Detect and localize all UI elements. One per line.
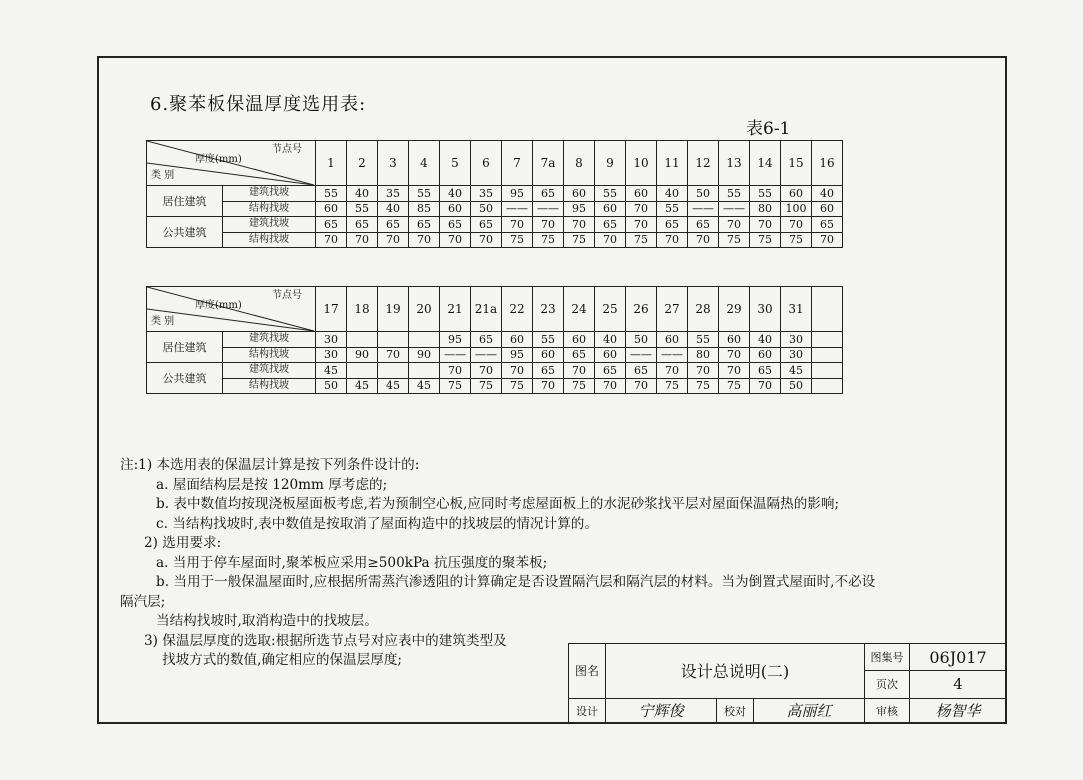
thickness-value: 75 — [781, 232, 812, 248]
thickness-value — [812, 378, 843, 394]
note-line: a. 屋面结构层是按 120mm 厚考虑的; — [156, 476, 388, 493]
node-number: 16 — [812, 141, 843, 186]
slope-method: 建筑找坡 — [223, 363, 316, 379]
thickness-value: —— — [533, 201, 564, 217]
thickness-value: 60 — [440, 201, 471, 217]
thickness-value — [409, 332, 440, 348]
thickness-value: 75 — [626, 232, 657, 248]
thickness-value: 70 — [595, 232, 626, 248]
thickness-value: 75 — [564, 378, 595, 394]
page-number: 4 — [910, 671, 1007, 698]
thickness-value: 45 — [781, 363, 812, 379]
thickness-value: 60 — [781, 186, 812, 202]
thickness-value: 65 — [471, 332, 502, 348]
note-line: 3) 保温层厚度的选取:根据所选节点号对应表中的建筑类型及 — [144, 632, 507, 649]
slope-method: 建筑找坡 — [223, 217, 316, 233]
thickness-value: 50 — [471, 201, 502, 217]
notes — [120, 456, 875, 671]
node-number: 25 — [595, 287, 626, 332]
thickness-value: 75 — [440, 378, 471, 394]
thickness-value: 70 — [533, 378, 564, 394]
thickness-value: 70 — [657, 363, 688, 379]
node-number: 8 — [564, 141, 595, 186]
thickness-value: 70 — [564, 363, 595, 379]
table-row — [147, 332, 843, 348]
thickness-value — [812, 347, 843, 363]
thickness-value: 70 — [750, 217, 781, 233]
thickness-value: 55 — [595, 186, 626, 202]
node-number: 28 — [688, 287, 719, 332]
thickness-value: 40 — [440, 186, 471, 202]
node-number: 11 — [657, 141, 688, 186]
node-number: 3 — [378, 141, 409, 186]
node-number: 5 — [440, 141, 471, 186]
thickness-value — [812, 332, 843, 348]
thickness-value: 60 — [595, 347, 626, 363]
thickness-value: 60 — [564, 332, 595, 348]
check-label: 校对 — [717, 698, 754, 723]
thickness-value: 65 — [626, 363, 657, 379]
section-heading: 6.聚苯板保温厚度选用表: — [150, 94, 367, 115]
thickness-value: —— — [626, 347, 657, 363]
thickness-value: —— — [719, 201, 750, 217]
thickness-value: 45 — [316, 363, 347, 379]
note-line: 隔汽层; — [120, 593, 166, 610]
thickness-value: 95 — [502, 186, 533, 202]
table-corner-header — [147, 287, 316, 332]
thickness-value — [378, 332, 409, 348]
table-row — [147, 232, 843, 248]
thickness-value: 70 — [719, 217, 750, 233]
thickness-value — [347, 363, 378, 379]
note-line: 2) 选用要求: — [144, 535, 222, 551]
thickness-value: 70 — [750, 378, 781, 394]
thickness-value: 55 — [657, 201, 688, 217]
thickness-value: 65 — [812, 217, 843, 233]
thickness-value: 90 — [347, 347, 378, 363]
thickness-value: 90 — [409, 347, 440, 363]
node-number: 21 — [440, 287, 471, 332]
thickness-value: 75 — [533, 232, 564, 248]
thickness-value: 70 — [719, 347, 750, 363]
thickness-value: —— — [657, 347, 688, 363]
thickness-value: 65 — [378, 217, 409, 233]
thickness-value: 70 — [564, 217, 595, 233]
thickness-value: 70 — [626, 201, 657, 217]
thickness-value: 40 — [657, 186, 688, 202]
note-line: 当结构找坡时,取消构造中的找坡层。 — [156, 613, 378, 629]
thickness-value: 50 — [781, 378, 812, 394]
slope-method: 结构找坡 — [223, 347, 316, 363]
drawing-name-label: 图名 — [569, 644, 606, 699]
thickness-value: —— — [440, 347, 471, 363]
node-number: 1 — [316, 141, 347, 186]
note-line: c. 当结构找坡时,表中数值是按取消了屋面构造中的找坡层的情况计算的。 — [156, 515, 598, 532]
thickness-value: 55 — [750, 186, 781, 202]
check-signature: 高丽红 — [754, 698, 865, 723]
thickness-value: 65 — [750, 363, 781, 379]
thickness-value: 60 — [595, 201, 626, 217]
thickness-value: 30 — [316, 332, 347, 348]
node-number: 21a — [471, 287, 502, 332]
thickness-value: 55 — [347, 201, 378, 217]
table-corner-header — [147, 141, 316, 186]
thickness-value: 70 — [409, 232, 440, 248]
node-number — [812, 287, 843, 332]
thickness-value: 70 — [781, 217, 812, 233]
thickness-value: —— — [471, 347, 502, 363]
thickness-label: 厚度(mm) — [195, 300, 242, 311]
thickness-value: 45 — [378, 378, 409, 394]
thickness-label: 厚度(mm) — [195, 154, 242, 165]
thickness-value: 70 — [378, 347, 409, 363]
thickness-value: 75 — [750, 232, 781, 248]
thickness-value: 65 — [595, 217, 626, 233]
thickness-value: 60 — [316, 201, 347, 217]
thickness-value: 70 — [316, 232, 347, 248]
node-number-label: 节点号 — [272, 144, 302, 155]
node-number: 26 — [626, 287, 657, 332]
thickness-table-bottom — [146, 286, 843, 394]
node-number: 6 — [471, 141, 502, 186]
design-label: 设计 — [569, 698, 606, 723]
thickness-value: —— — [502, 201, 533, 217]
thickness-value: —— — [688, 201, 719, 217]
thickness-value: 70 — [502, 217, 533, 233]
thickness-value: 30 — [781, 332, 812, 348]
thickness-table-top — [146, 140, 843, 248]
table-row — [147, 186, 843, 202]
table-row — [147, 363, 843, 379]
slope-method: 结构找坡 — [223, 378, 316, 394]
thickness-value: 60 — [626, 186, 657, 202]
thickness-value: 65 — [688, 217, 719, 233]
building-category: 公共建筑 — [147, 363, 223, 394]
building-category: 居住建筑 — [147, 332, 223, 363]
thickness-value: 75 — [688, 378, 719, 394]
thickness-value: 30 — [316, 347, 347, 363]
thickness-value — [812, 363, 843, 379]
atlas-number: 06J017 — [910, 644, 1007, 671]
category-label: 类 别 — [151, 170, 175, 181]
thickness-value: 70 — [626, 378, 657, 394]
thickness-value: 70 — [440, 363, 471, 379]
thickness-value: 70 — [719, 363, 750, 379]
thickness-value: 60 — [750, 347, 781, 363]
thickness-value: 80 — [688, 347, 719, 363]
page-label: 页次 — [865, 671, 910, 698]
thickness-value: 35 — [471, 186, 502, 202]
node-number-label: 节点号 — [272, 290, 302, 301]
thickness-value: 60 — [719, 332, 750, 348]
thickness-value: 60 — [533, 347, 564, 363]
thickness-value: 100 — [781, 201, 812, 217]
thickness-value: 40 — [347, 186, 378, 202]
slope-method: 建筑找坡 — [223, 332, 316, 348]
thickness-value: 95 — [502, 347, 533, 363]
node-number: 13 — [719, 141, 750, 186]
node-number: 10 — [626, 141, 657, 186]
thickness-value: 60 — [812, 201, 843, 217]
note-line: 找坡方式的数值,确定相应的保温层厚度; — [162, 652, 402, 668]
thickness-value: 65 — [347, 217, 378, 233]
node-number: 4 — [409, 141, 440, 186]
note-line: b. 表中数值均按现浇板屋面板考虑,若为预制空心板,应同时考虑屋面板上的水泥砂浆找平层对屋面保温隔热的影响; — [156, 496, 840, 512]
note-line: 注:1) 本选用表的保温层计算是按下列条件设计的: — [120, 457, 420, 473]
thickness-value: 95 — [440, 332, 471, 348]
thickness-value: 50 — [316, 378, 347, 394]
drawing-name: 设计总说明(二) — [606, 644, 865, 699]
thickness-value: 70 — [471, 363, 502, 379]
node-number: 22 — [502, 287, 533, 332]
thickness-value — [378, 363, 409, 379]
node-number: 9 — [595, 141, 626, 186]
thickness-value: 65 — [409, 217, 440, 233]
review-label: 审核 — [865, 698, 910, 723]
note-line: a. 当用于停车屋面时,聚苯板应采用≥500kPa 抗压强度的聚苯板; — [156, 554, 548, 571]
table-row — [147, 201, 843, 217]
thickness-value: 35 — [378, 186, 409, 202]
thickness-value: 65 — [471, 217, 502, 233]
thickness-value: 70 — [378, 232, 409, 248]
node-number: 19 — [378, 287, 409, 332]
thickness-value: 75 — [657, 378, 688, 394]
atlas-number-label: 图集号 — [865, 644, 910, 671]
thickness-value: 95 — [564, 201, 595, 217]
thickness-value: 75 — [719, 378, 750, 394]
node-number: 24 — [564, 287, 595, 332]
node-number: 17 — [316, 287, 347, 332]
thickness-value: 65 — [533, 363, 564, 379]
thickness-value: 40 — [378, 201, 409, 217]
thickness-value: 60 — [657, 332, 688, 348]
building-category: 居住建筑 — [147, 186, 223, 217]
node-number: 14 — [750, 141, 781, 186]
slope-method: 结构找坡 — [223, 201, 316, 217]
thickness-value: 70 — [440, 232, 471, 248]
node-number: 20 — [409, 287, 440, 332]
node-number: 27 — [657, 287, 688, 332]
thickness-value: 65 — [440, 217, 471, 233]
node-number: 7 — [502, 141, 533, 186]
node-number: 30 — [750, 287, 781, 332]
building-category: 公共建筑 — [147, 217, 223, 248]
node-number: 12 — [688, 141, 719, 186]
thickness-value: 75 — [471, 378, 502, 394]
thickness-value: 45 — [409, 378, 440, 394]
thickness-value: 70 — [533, 217, 564, 233]
node-number: 29 — [719, 287, 750, 332]
thickness-value: 60 — [502, 332, 533, 348]
table-row — [147, 347, 843, 363]
table-row — [147, 217, 843, 233]
thickness-value: 55 — [533, 332, 564, 348]
thickness-value: 55 — [719, 186, 750, 202]
thickness-value: 75 — [502, 232, 533, 248]
thickness-value — [409, 363, 440, 379]
thickness-value: 70 — [688, 232, 719, 248]
slope-method: 结构找坡 — [223, 232, 316, 248]
table-row — [147, 378, 843, 394]
review-signature: 杨智华 — [910, 698, 1007, 723]
note-line: b. 当用于一般保温屋面时,应根据所需蒸汽渗透阻的计算确定是否设置隔汽层和隔汽层的材料。当为倒置式屋面时,不必设 — [156, 574, 876, 590]
thickness-value: 45 — [347, 378, 378, 394]
title-block — [568, 643, 1007, 724]
thickness-value: 75 — [564, 232, 595, 248]
thickness-value: 65 — [657, 217, 688, 233]
node-number: 18 — [347, 287, 378, 332]
design-signature: 宁辉俊 — [606, 698, 717, 723]
thickness-value: 70 — [502, 363, 533, 379]
thickness-value: 60 — [564, 186, 595, 202]
node-number: 23 — [533, 287, 564, 332]
thickness-value: 30 — [781, 347, 812, 363]
thickness-value: 65 — [533, 186, 564, 202]
table-number: 表6-1 — [746, 119, 791, 139]
thickness-value: 75 — [502, 378, 533, 394]
node-number: 31 — [781, 287, 812, 332]
thickness-value: 85 — [409, 201, 440, 217]
node-number: 7a — [533, 141, 564, 186]
thickness-value: 70 — [626, 217, 657, 233]
thickness-value: 50 — [688, 186, 719, 202]
thickness-value: 40 — [595, 332, 626, 348]
thickness-value: 55 — [409, 186, 440, 202]
thickness-value: 65 — [316, 217, 347, 233]
thickness-value: 70 — [688, 363, 719, 379]
node-number: 2 — [347, 141, 378, 186]
thickness-value — [347, 332, 378, 348]
thickness-value: 70 — [471, 232, 502, 248]
thickness-value: 65 — [595, 363, 626, 379]
thickness-value: 70 — [657, 232, 688, 248]
thickness-value: 80 — [750, 201, 781, 217]
thickness-value: 70 — [347, 232, 378, 248]
thickness-value: 50 — [626, 332, 657, 348]
node-number: 15 — [781, 141, 812, 186]
thickness-value: 75 — [719, 232, 750, 248]
thickness-value: 40 — [750, 332, 781, 348]
thickness-value: 65 — [564, 347, 595, 363]
thickness-value: 55 — [688, 332, 719, 348]
thickness-value: 40 — [812, 186, 843, 202]
category-label: 类 别 — [151, 316, 175, 327]
thickness-value: 70 — [595, 378, 626, 394]
slope-method: 建筑找坡 — [223, 186, 316, 202]
thickness-value: 55 — [316, 186, 347, 202]
thickness-value: 70 — [812, 232, 843, 248]
